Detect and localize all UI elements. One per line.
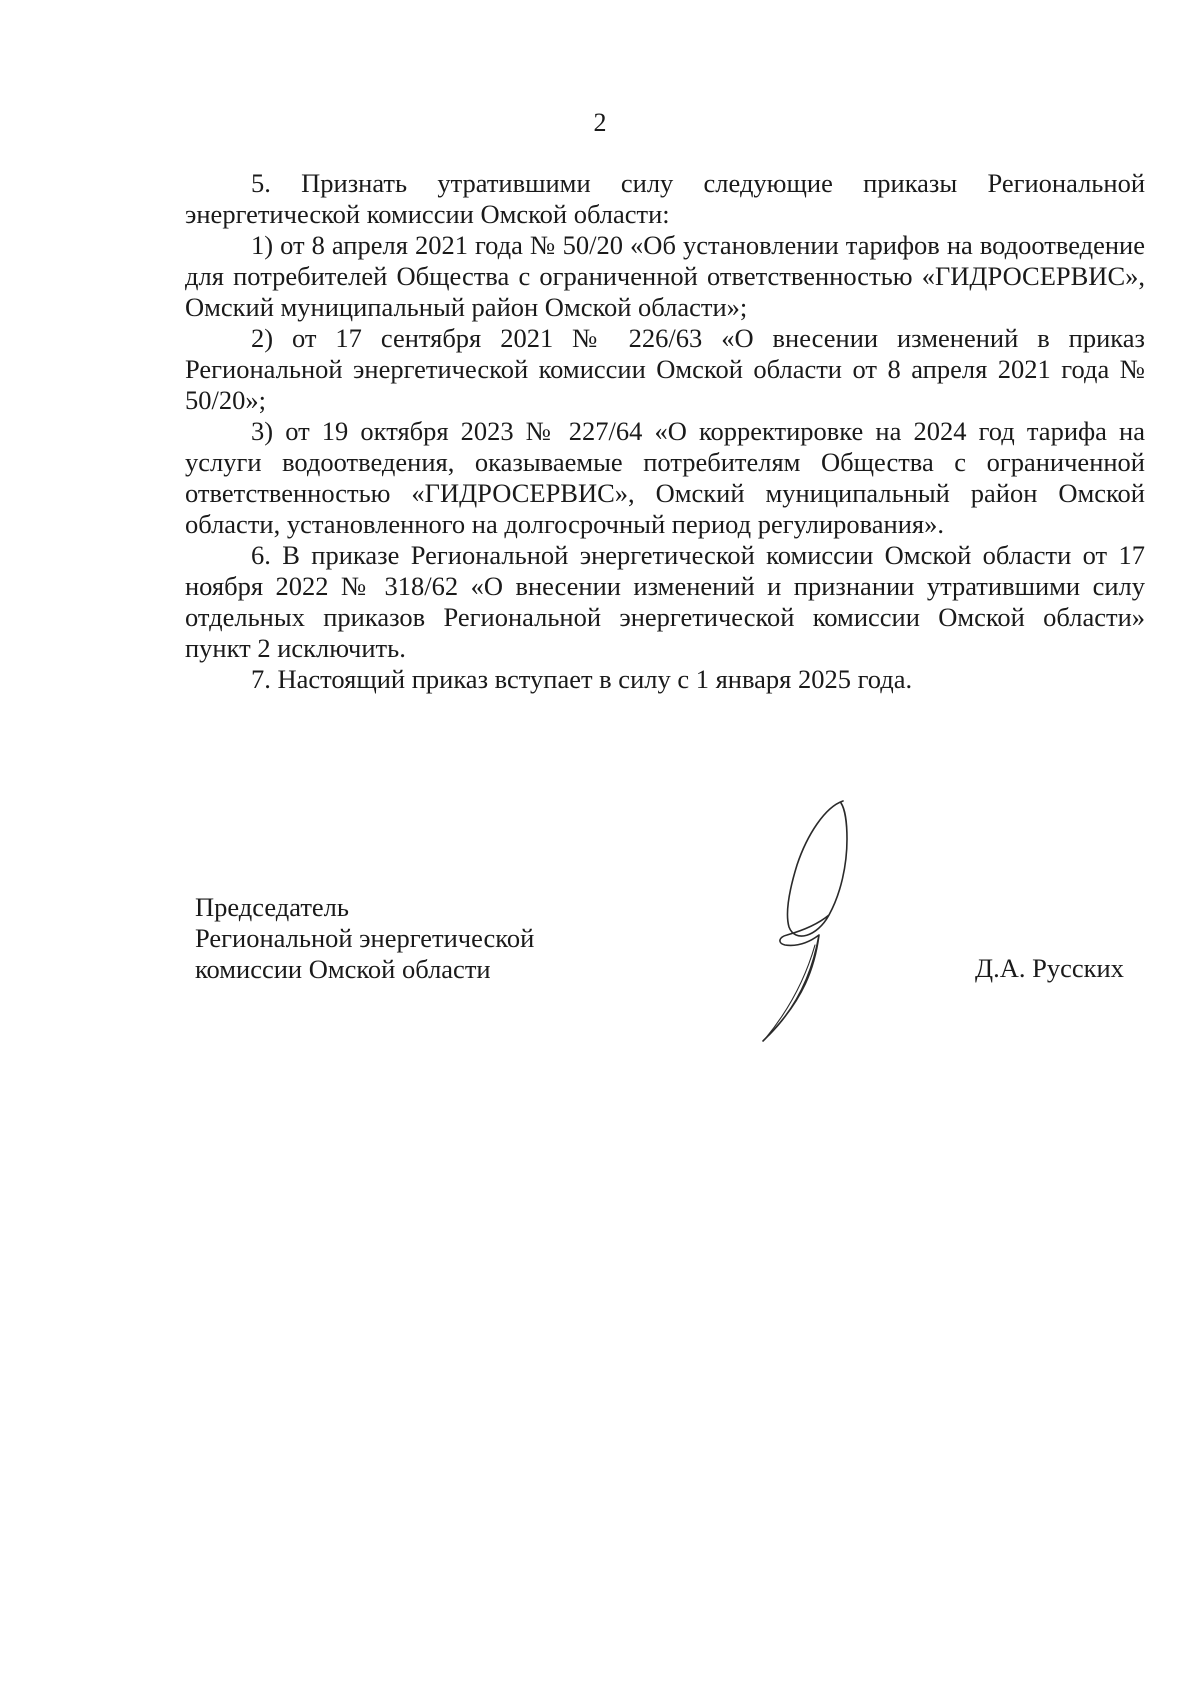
signatory-title-line: комиссии Омской области <box>195 954 491 984</box>
paragraph-subitem-5-1: 1) от 8 апреля 2021 года № 50/20 «Об установлении тарифов на водоотведение для потребителей Общества с ограниченной ответственностью «ГИДРОСЕРВИС», Омский муниципальный район Омской области»; <box>185 230 1145 322</box>
signatory-title-line: Председатель <box>195 892 349 922</box>
document-body <box>185 168 1145 695</box>
paragraph-item-5: 5. Признать утратившими силу следующие приказы Региональной энергетической комиссии Омской области: <box>185 168 1145 229</box>
signatory-title <box>195 892 534 985</box>
handwritten-signature-icon <box>755 795 875 1045</box>
paragraph-item-6: 6. В приказе Региональной энергетической комиссии Омской области от 17 ноября 2022 № 318/62 «О внесении изменений и признании утратившими силу отдельных приказов Региональной энергетической комиссии Омской области» пункт 2 исключить. <box>185 540 1145 663</box>
paragraph-subitem-5-2: 2) от 17 сентября 2021 № 226/63 «О внесении изменений в приказ Региональной энергетической комиссии Омской области от 8 апреля 2021 года № 50/20»; <box>185 323 1145 415</box>
signatory-title-line: Региональной энергетической <box>195 923 535 953</box>
signatory-name: Д.А. Русских <box>975 953 1124 983</box>
paragraph-subitem-5-3: 3) от 19 октября 2023 № 227/64 «О корректировке на 2024 год тарифа на услуги водоотведения, оказываемые потребителям Общества с ограниченной ответственностью «ГИДРОСЕРВИС», Омский муниципальный район Омской области, установленного на долгосрочный период регулирования». <box>185 416 1145 539</box>
page-number: 2 <box>593 108 607 137</box>
paragraph-item-7: 7. Настоящий приказ вступает в силу с 1 января 2025 года. <box>251 664 913 694</box>
